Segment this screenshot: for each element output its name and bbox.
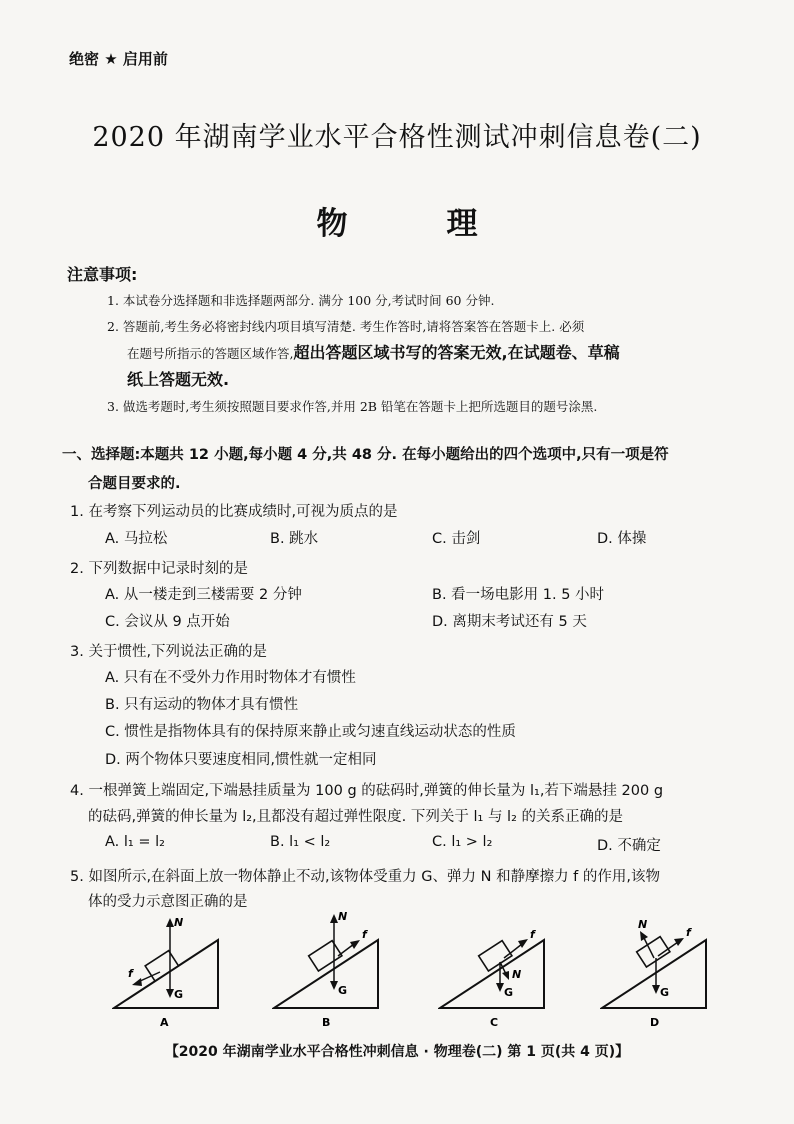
- q1-option-a: A. 马拉松: [105, 531, 168, 547]
- page-footer: 【2020 年湖南学业水平合格性冲刺信息 · 物理卷(二) 第 1 页(共 4 页)】: [164, 1044, 630, 1060]
- diagram-d-force-g: G: [660, 986, 670, 999]
- q4-stem-line-2: 的砝码,弹簧的伸长量为 l₂,且都没有超过弹性限度. 下列关于 l₁ 与 l₂ 的关系正确的是: [88, 809, 624, 825]
- q3-option-a: A. 只有在不受外力作用时物体才有惯性: [105, 670, 356, 686]
- q4-option-d: D. 不确定: [597, 838, 661, 854]
- diagram-b-force-n: N: [338, 910, 348, 923]
- q1-option-c: C. 击剑: [432, 531, 481, 547]
- diagram-a-force-n: N: [174, 916, 184, 929]
- diagram-d-force-n: N: [638, 918, 648, 931]
- q4-option-b: B. l₁ < l₂: [270, 834, 331, 850]
- diagram-c-force-g: G: [504, 986, 514, 999]
- diagram-c-force-n: N: [512, 968, 522, 981]
- exam-title: 2020 年湖南学业水平合格性测试冲刺信息卷(二): [92, 122, 702, 153]
- diagram-c-force-f: f: [530, 928, 535, 941]
- q3-option-c: C. 惯性是指物体具有的保持原来静止或匀速直线运动状态的性质: [105, 724, 516, 740]
- diagram-a-force-f: f: [128, 967, 133, 980]
- q3-option-d: D. 两个物体只要速度相同,惯性就一定相同: [105, 752, 377, 768]
- section-heading-cont: 合题目要求的.: [88, 476, 181, 492]
- diagram-a-force-g: G: [174, 988, 184, 1001]
- section-heading: 一、选择题:本题共 12 小题,每小题 4 分,共 48 分. 在每小题给出的四个选项中,只有一项是符: [62, 447, 669, 463]
- q2-stem: 2. 下列数据中记录时刻的是: [70, 561, 248, 577]
- diagram-d: [600, 910, 715, 1030]
- diagram-a-label: A: [160, 1016, 169, 1029]
- q4-option-c: C. l₁ > l₂: [432, 834, 493, 850]
- diagram-b-label: B: [322, 1016, 331, 1029]
- diagram-c: [438, 910, 553, 1030]
- q5-stem-line-1: 5. 如图所示,在斜面上放一物体静止不动,该物体受重力 G、弹力 N 和静摩擦力 f 的作用,该物: [70, 869, 661, 885]
- note-item-2-line-3: 纸上答题无效.: [127, 370, 230, 389]
- note-item-3: 3. 做选考题时,考生须按照题目要求作答,并用 2B 铅笔在答题卡上把所选题目的题号涂黑.: [107, 399, 598, 414]
- diagram-d-label: D: [650, 1016, 660, 1029]
- note-item-1: 1. 本试卷分选择题和非选择题两部分. 满分 100 分,考试时间 60 分钟.: [107, 293, 495, 308]
- subject-title: [0, 198, 794, 243]
- q2-option-b: B. 看一场电影用 1. 5 小时: [432, 587, 605, 603]
- note-item-2-normal: 在题号所指示的答题区域作答,: [127, 346, 294, 361]
- diagram-b: [272, 910, 387, 1030]
- note-item-2-line-1: 2. 答题前,考生务必将密封线内项目填写清楚. 考生作答时,请将答案答在答题卡上. 必须: [107, 319, 585, 334]
- subject-char-2: 理: [446, 206, 478, 242]
- q4-stem-line-1: 4. 一根弹簧上端固定,下端悬挂质量为 100 g 的砝码时,弹簧的伸长量为 l₁,若下端悬挂 200 g: [70, 783, 664, 799]
- diagram-b-force-f: f: [362, 928, 367, 941]
- subject-char-1: 物: [316, 206, 348, 242]
- q2-option-d: D. 离期末考试还有 5 天: [432, 614, 587, 630]
- q3-option-b: B. 只有运动的物体才具有惯性: [105, 697, 299, 713]
- q2-option-a: A. 从一楼走到三楼需要 2 分钟: [105, 587, 302, 603]
- q2-option-c: C. 会议从 9 点开始: [105, 614, 230, 630]
- secret-mark: 绝密 ★ 启用前: [69, 50, 168, 68]
- note-item-2-line-2: [127, 340, 620, 363]
- q1-stem: 1. 在考察下列运动员的比赛成绩时,可视为质点的是: [70, 504, 398, 520]
- note-item-2-bold: 超出答题区域书写的答案无效,在试题卷、草稿: [293, 343, 620, 362]
- diagram-d-force-f: f: [686, 926, 691, 939]
- q3-stem: 3. 关于惯性,下列说法正确的是: [70, 644, 268, 660]
- q1-option-b: B. 跳水: [270, 531, 319, 547]
- diagram-a: [112, 910, 227, 1030]
- notes-heading: 注意事项:: [67, 265, 138, 284]
- q5-stem-line-2: 体的受力示意图正确的是: [88, 894, 248, 910]
- q4-option-a: A. l₁ = l₂: [105, 834, 165, 850]
- q1-option-d: D. 体操: [597, 531, 647, 547]
- diagram-c-label: C: [490, 1016, 499, 1029]
- diagram-b-force-g: G: [338, 984, 348, 997]
